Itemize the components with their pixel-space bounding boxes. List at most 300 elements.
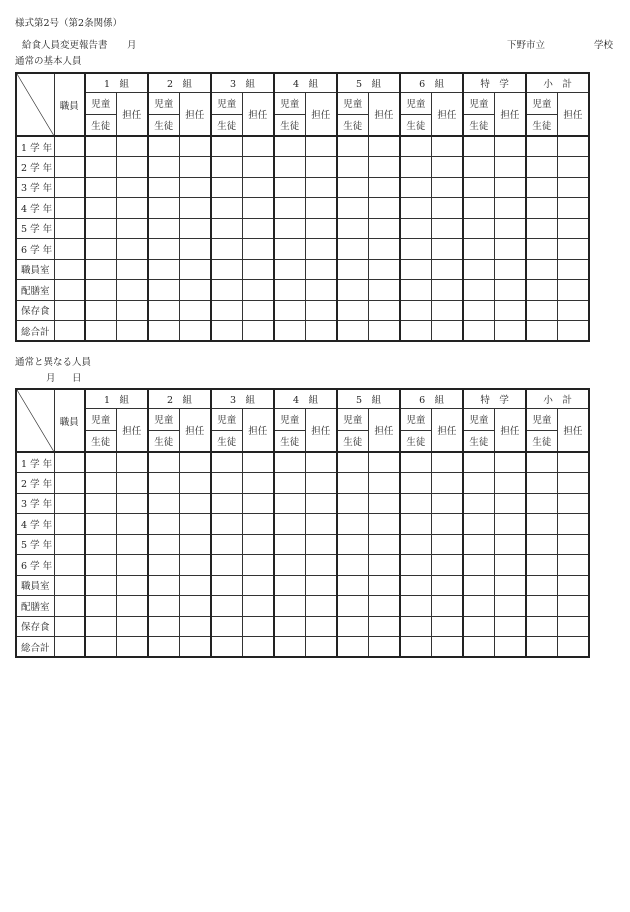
pupil-count-cell[interactable] [274,473,305,494]
staff-count-cell[interactable] [54,534,85,555]
pupil-count-cell[interactable] [274,616,305,637]
staff-count-cell[interactable] [54,198,85,219]
pupil-count-cell[interactable] [85,321,116,342]
pupil-count-cell[interactable] [148,493,179,514]
pupil-count-cell[interactable] [85,239,116,260]
pupil-count-cell[interactable] [211,493,242,514]
teacher-count-cell[interactable] [305,534,337,555]
teacher-count-cell[interactable] [242,514,274,535]
pupil-count-cell[interactable] [85,534,116,555]
pupil-count-cell[interactable] [526,259,557,280]
teacher-count-cell[interactable] [494,321,526,342]
teacher-count-cell[interactable] [431,575,463,596]
pupil-count-cell[interactable] [148,514,179,535]
staff-count-cell[interactable] [54,300,85,321]
pupil-count-cell[interactable] [85,218,116,239]
pupil-count-cell[interactable] [337,177,368,198]
pupil-count-cell[interactable] [463,555,494,576]
teacher-count-cell[interactable] [179,239,211,260]
pupil-count-cell[interactable] [337,300,368,321]
staff-count-cell[interactable] [54,616,85,637]
pupil-count-cell[interactable] [85,300,116,321]
pupil-count-cell[interactable] [463,452,494,473]
pupil-count-cell[interactable] [148,259,179,280]
pupil-count-cell[interactable] [148,280,179,301]
teacher-count-cell[interactable] [494,555,526,576]
pupil-count-cell[interactable] [400,596,431,617]
teacher-count-cell[interactable] [494,300,526,321]
pupil-count-cell[interactable] [463,534,494,555]
pupil-count-cell[interactable] [463,616,494,637]
pupil-count-cell[interactable] [148,555,179,576]
teacher-count-cell[interactable] [305,280,337,301]
pupil-count-cell[interactable] [337,198,368,219]
teacher-count-cell[interactable] [305,514,337,535]
pupil-count-cell[interactable] [274,198,305,219]
teacher-count-cell[interactable] [431,218,463,239]
pupil-count-cell[interactable] [400,534,431,555]
teacher-count-cell[interactable] [494,218,526,239]
pupil-count-cell[interactable] [526,136,557,157]
teacher-count-cell[interactable] [179,534,211,555]
pupil-count-cell[interactable] [526,596,557,617]
pupil-count-cell[interactable] [211,473,242,494]
teacher-count-cell[interactable] [431,280,463,301]
pupil-count-cell[interactable] [526,239,557,260]
teacher-count-cell[interactable] [179,473,211,494]
teacher-count-cell[interactable] [494,534,526,555]
teacher-count-cell[interactable] [179,596,211,617]
teacher-count-cell[interactable] [557,637,589,658]
teacher-count-cell[interactable] [179,177,211,198]
pupil-count-cell[interactable] [211,177,242,198]
pupil-count-cell[interactable] [148,157,179,178]
pupil-count-cell[interactable] [148,596,179,617]
pupil-count-cell[interactable] [337,218,368,239]
pupil-count-cell[interactable] [400,637,431,658]
teacher-count-cell[interactable] [242,239,274,260]
teacher-count-cell[interactable] [494,239,526,260]
teacher-count-cell[interactable] [557,473,589,494]
pupil-count-cell[interactable] [400,280,431,301]
pupil-count-cell[interactable] [526,493,557,514]
pupil-count-cell[interactable] [211,239,242,260]
teacher-count-cell[interactable] [368,259,400,280]
teacher-count-cell[interactable] [368,493,400,514]
pupil-count-cell[interactable] [400,321,431,342]
teacher-count-cell[interactable] [116,514,148,535]
teacher-count-cell[interactable] [431,534,463,555]
teacher-count-cell[interactable] [179,136,211,157]
pupil-count-cell[interactable] [337,157,368,178]
teacher-count-cell[interactable] [116,280,148,301]
pupil-count-cell[interactable] [148,239,179,260]
pupil-count-cell[interactable] [463,198,494,219]
pupil-count-cell[interactable] [337,637,368,658]
staff-count-cell[interactable] [54,321,85,342]
teacher-count-cell[interactable] [116,637,148,658]
pupil-count-cell[interactable] [274,136,305,157]
teacher-count-cell[interactable] [368,136,400,157]
pupil-count-cell[interactable] [148,321,179,342]
pupil-count-cell[interactable] [274,452,305,473]
pupil-count-cell[interactable] [274,157,305,178]
teacher-count-cell[interactable] [494,280,526,301]
teacher-count-cell[interactable] [242,616,274,637]
pupil-count-cell[interactable] [85,596,116,617]
pupil-count-cell[interactable] [400,218,431,239]
pupil-count-cell[interactable] [148,300,179,321]
staff-count-cell[interactable] [54,452,85,473]
teacher-count-cell[interactable] [305,157,337,178]
pupil-count-cell[interactable] [526,452,557,473]
pupil-count-cell[interactable] [337,534,368,555]
staff-count-cell[interactable] [54,239,85,260]
pupil-count-cell[interactable] [526,473,557,494]
pupil-count-cell[interactable] [463,239,494,260]
pupil-count-cell[interactable] [85,259,116,280]
pupil-count-cell[interactable] [526,514,557,535]
pupil-count-cell[interactable] [400,177,431,198]
teacher-count-cell[interactable] [431,637,463,658]
teacher-count-cell[interactable] [557,514,589,535]
pupil-count-cell[interactable] [337,514,368,535]
teacher-count-cell[interactable] [494,198,526,219]
pupil-count-cell[interactable] [148,473,179,494]
pupil-count-cell[interactable] [148,452,179,473]
teacher-count-cell[interactable] [368,300,400,321]
pupil-count-cell[interactable] [526,280,557,301]
pupil-count-cell[interactable] [211,452,242,473]
pupil-count-cell[interactable] [463,177,494,198]
pupil-count-cell[interactable] [211,321,242,342]
teacher-count-cell[interactable] [305,259,337,280]
teacher-count-cell[interactable] [116,596,148,617]
pupil-count-cell[interactable] [211,534,242,555]
teacher-count-cell[interactable] [305,321,337,342]
teacher-count-cell[interactable] [431,596,463,617]
teacher-count-cell[interactable] [242,300,274,321]
teacher-count-cell[interactable] [179,575,211,596]
teacher-count-cell[interactable] [116,555,148,576]
teacher-count-cell[interactable] [116,473,148,494]
teacher-count-cell[interactable] [116,534,148,555]
teacher-count-cell[interactable] [242,534,274,555]
teacher-count-cell[interactable] [305,177,337,198]
pupil-count-cell[interactable] [526,575,557,596]
pupil-count-cell[interactable] [211,136,242,157]
teacher-count-cell[interactable] [557,534,589,555]
teacher-count-cell[interactable] [305,473,337,494]
teacher-count-cell[interactable] [116,136,148,157]
pupil-count-cell[interactable] [274,493,305,514]
teacher-count-cell[interactable] [368,596,400,617]
teacher-count-cell[interactable] [116,198,148,219]
pupil-count-cell[interactable] [274,575,305,596]
teacher-count-cell[interactable] [116,321,148,342]
teacher-count-cell[interactable] [557,452,589,473]
pupil-count-cell[interactable] [463,136,494,157]
pupil-count-cell[interactable] [211,596,242,617]
teacher-count-cell[interactable] [305,218,337,239]
teacher-count-cell[interactable] [431,177,463,198]
pupil-count-cell[interactable] [85,575,116,596]
pupil-count-cell[interactable] [148,616,179,637]
teacher-count-cell[interactable] [242,218,274,239]
teacher-count-cell[interactable] [431,259,463,280]
staff-count-cell[interactable] [54,218,85,239]
pupil-count-cell[interactable] [400,514,431,535]
pupil-count-cell[interactable] [85,616,116,637]
pupil-count-cell[interactable] [526,321,557,342]
pupil-count-cell[interactable] [211,555,242,576]
teacher-count-cell[interactable] [431,198,463,219]
pupil-count-cell[interactable] [337,280,368,301]
pupil-count-cell[interactable] [400,239,431,260]
pupil-count-cell[interactable] [148,575,179,596]
pupil-count-cell[interactable] [400,493,431,514]
staff-count-cell[interactable] [54,280,85,301]
teacher-count-cell[interactable] [557,177,589,198]
pupil-count-cell[interactable] [85,473,116,494]
pupil-count-cell[interactable] [463,259,494,280]
teacher-count-cell[interactable] [494,259,526,280]
teacher-count-cell[interactable] [557,493,589,514]
pupil-count-cell[interactable] [526,198,557,219]
teacher-count-cell[interactable] [494,136,526,157]
teacher-count-cell[interactable] [116,239,148,260]
teacher-count-cell[interactable] [242,280,274,301]
pupil-count-cell[interactable] [211,198,242,219]
pupil-count-cell[interactable] [211,300,242,321]
pupil-count-cell[interactable] [211,575,242,596]
pupil-count-cell[interactable] [274,177,305,198]
teacher-count-cell[interactable] [557,198,589,219]
pupil-count-cell[interactable] [274,280,305,301]
staff-count-cell[interactable] [54,555,85,576]
pupil-count-cell[interactable] [211,157,242,178]
pupil-count-cell[interactable] [526,534,557,555]
pupil-count-cell[interactable] [274,300,305,321]
teacher-count-cell[interactable] [305,637,337,658]
teacher-count-cell[interactable] [242,596,274,617]
teacher-count-cell[interactable] [431,452,463,473]
pupil-count-cell[interactable] [400,575,431,596]
teacher-count-cell[interactable] [305,493,337,514]
pupil-count-cell[interactable] [148,198,179,219]
teacher-count-cell[interactable] [179,616,211,637]
teacher-count-cell[interactable] [179,157,211,178]
pupil-count-cell[interactable] [337,493,368,514]
teacher-count-cell[interactable] [368,575,400,596]
staff-count-cell[interactable] [54,157,85,178]
staff-count-cell[interactable] [54,493,85,514]
pupil-count-cell[interactable] [463,514,494,535]
teacher-count-cell[interactable] [242,259,274,280]
pupil-count-cell[interactable] [463,473,494,494]
teacher-count-cell[interactable] [116,493,148,514]
pupil-count-cell[interactable] [148,177,179,198]
teacher-count-cell[interactable] [116,452,148,473]
teacher-count-cell[interactable] [116,218,148,239]
pupil-count-cell[interactable] [400,452,431,473]
pupil-count-cell[interactable] [85,637,116,658]
teacher-count-cell[interactable] [494,575,526,596]
staff-count-cell[interactable] [54,473,85,494]
pupil-count-cell[interactable] [400,259,431,280]
pupil-count-cell[interactable] [274,218,305,239]
pupil-count-cell[interactable] [274,259,305,280]
teacher-count-cell[interactable] [557,218,589,239]
teacher-count-cell[interactable] [431,555,463,576]
pupil-count-cell[interactable] [526,218,557,239]
teacher-count-cell[interactable] [116,616,148,637]
teacher-count-cell[interactable] [368,321,400,342]
pupil-count-cell[interactable] [274,514,305,535]
teacher-count-cell[interactable] [368,239,400,260]
pupil-count-cell[interactable] [337,575,368,596]
teacher-count-cell[interactable] [305,300,337,321]
pupil-count-cell[interactable] [400,616,431,637]
staff-count-cell[interactable] [54,136,85,157]
teacher-count-cell[interactable] [242,177,274,198]
pupil-count-cell[interactable] [337,321,368,342]
pupil-count-cell[interactable] [148,218,179,239]
pupil-count-cell[interactable] [85,280,116,301]
pupil-count-cell[interactable] [526,300,557,321]
teacher-count-cell[interactable] [242,157,274,178]
teacher-count-cell[interactable] [305,239,337,260]
teacher-count-cell[interactable] [368,452,400,473]
teacher-count-cell[interactable] [494,514,526,535]
pupil-count-cell[interactable] [463,493,494,514]
teacher-count-cell[interactable] [242,555,274,576]
teacher-count-cell[interactable] [179,514,211,535]
pupil-count-cell[interactable] [148,534,179,555]
teacher-count-cell[interactable] [494,616,526,637]
pupil-count-cell[interactable] [337,136,368,157]
teacher-count-cell[interactable] [494,493,526,514]
teacher-count-cell[interactable] [305,575,337,596]
pupil-count-cell[interactable] [400,473,431,494]
teacher-count-cell[interactable] [431,136,463,157]
teacher-count-cell[interactable] [305,596,337,617]
pupil-count-cell[interactable] [211,616,242,637]
pupil-count-cell[interactable] [463,575,494,596]
teacher-count-cell[interactable] [494,177,526,198]
pupil-count-cell[interactable] [85,198,116,219]
pupil-count-cell[interactable] [337,596,368,617]
pupil-count-cell[interactable] [463,157,494,178]
teacher-count-cell[interactable] [305,616,337,637]
pupil-count-cell[interactable] [274,534,305,555]
staff-count-cell[interactable] [54,596,85,617]
pupil-count-cell[interactable] [274,596,305,617]
teacher-count-cell[interactable] [368,473,400,494]
teacher-count-cell[interactable] [242,637,274,658]
pupil-count-cell[interactable] [211,218,242,239]
pupil-count-cell[interactable] [211,514,242,535]
pupil-count-cell[interactable] [400,300,431,321]
pupil-count-cell[interactable] [274,321,305,342]
pupil-count-cell[interactable] [400,157,431,178]
teacher-count-cell[interactable] [305,136,337,157]
teacher-count-cell[interactable] [431,300,463,321]
teacher-count-cell[interactable] [368,555,400,576]
staff-count-cell[interactable] [54,514,85,535]
teacher-count-cell[interactable] [179,555,211,576]
teacher-count-cell[interactable] [494,596,526,617]
pupil-count-cell[interactable] [526,157,557,178]
teacher-count-cell[interactable] [494,637,526,658]
teacher-count-cell[interactable] [368,218,400,239]
staff-count-cell[interactable] [54,259,85,280]
pupil-count-cell[interactable] [463,218,494,239]
teacher-count-cell[interactable] [431,514,463,535]
pupil-count-cell[interactable] [148,136,179,157]
teacher-count-cell[interactable] [116,575,148,596]
teacher-count-cell[interactable] [368,534,400,555]
teacher-count-cell[interactable] [431,473,463,494]
teacher-count-cell[interactable] [179,493,211,514]
teacher-count-cell[interactable] [116,300,148,321]
teacher-count-cell[interactable] [179,452,211,473]
teacher-count-cell[interactable] [242,136,274,157]
teacher-count-cell[interactable] [557,300,589,321]
teacher-count-cell[interactable] [179,321,211,342]
pupil-count-cell[interactable] [400,555,431,576]
pupil-count-cell[interactable] [337,239,368,260]
teacher-count-cell[interactable] [305,198,337,219]
pupil-count-cell[interactable] [337,452,368,473]
staff-count-cell[interactable] [54,637,85,658]
pupil-count-cell[interactable] [337,616,368,637]
teacher-count-cell[interactable] [557,280,589,301]
teacher-count-cell[interactable] [368,157,400,178]
pupil-count-cell[interactable] [400,136,431,157]
teacher-count-cell[interactable] [557,575,589,596]
teacher-count-cell[interactable] [557,596,589,617]
pupil-count-cell[interactable] [337,555,368,576]
pupil-count-cell[interactable] [526,637,557,658]
pupil-count-cell[interactable] [274,637,305,658]
teacher-count-cell[interactable] [242,493,274,514]
teacher-count-cell[interactable] [368,280,400,301]
teacher-count-cell[interactable] [179,637,211,658]
pupil-count-cell[interactable] [463,300,494,321]
teacher-count-cell[interactable] [368,177,400,198]
teacher-count-cell[interactable] [431,321,463,342]
pupil-count-cell[interactable] [274,239,305,260]
pupil-count-cell[interactable] [85,452,116,473]
pupil-count-cell[interactable] [148,637,179,658]
teacher-count-cell[interactable] [431,239,463,260]
pupil-count-cell[interactable] [463,637,494,658]
pupil-count-cell[interactable] [85,514,116,535]
teacher-count-cell[interactable] [242,575,274,596]
teacher-count-cell[interactable] [368,616,400,637]
pupil-count-cell[interactable] [85,555,116,576]
pupil-count-cell[interactable] [337,473,368,494]
teacher-count-cell[interactable] [557,259,589,280]
teacher-count-cell[interactable] [305,555,337,576]
teacher-count-cell[interactable] [179,259,211,280]
pupil-count-cell[interactable] [526,555,557,576]
teacher-count-cell[interactable] [179,300,211,321]
teacher-count-cell[interactable] [179,198,211,219]
pupil-count-cell[interactable] [85,177,116,198]
teacher-count-cell[interactable] [494,473,526,494]
